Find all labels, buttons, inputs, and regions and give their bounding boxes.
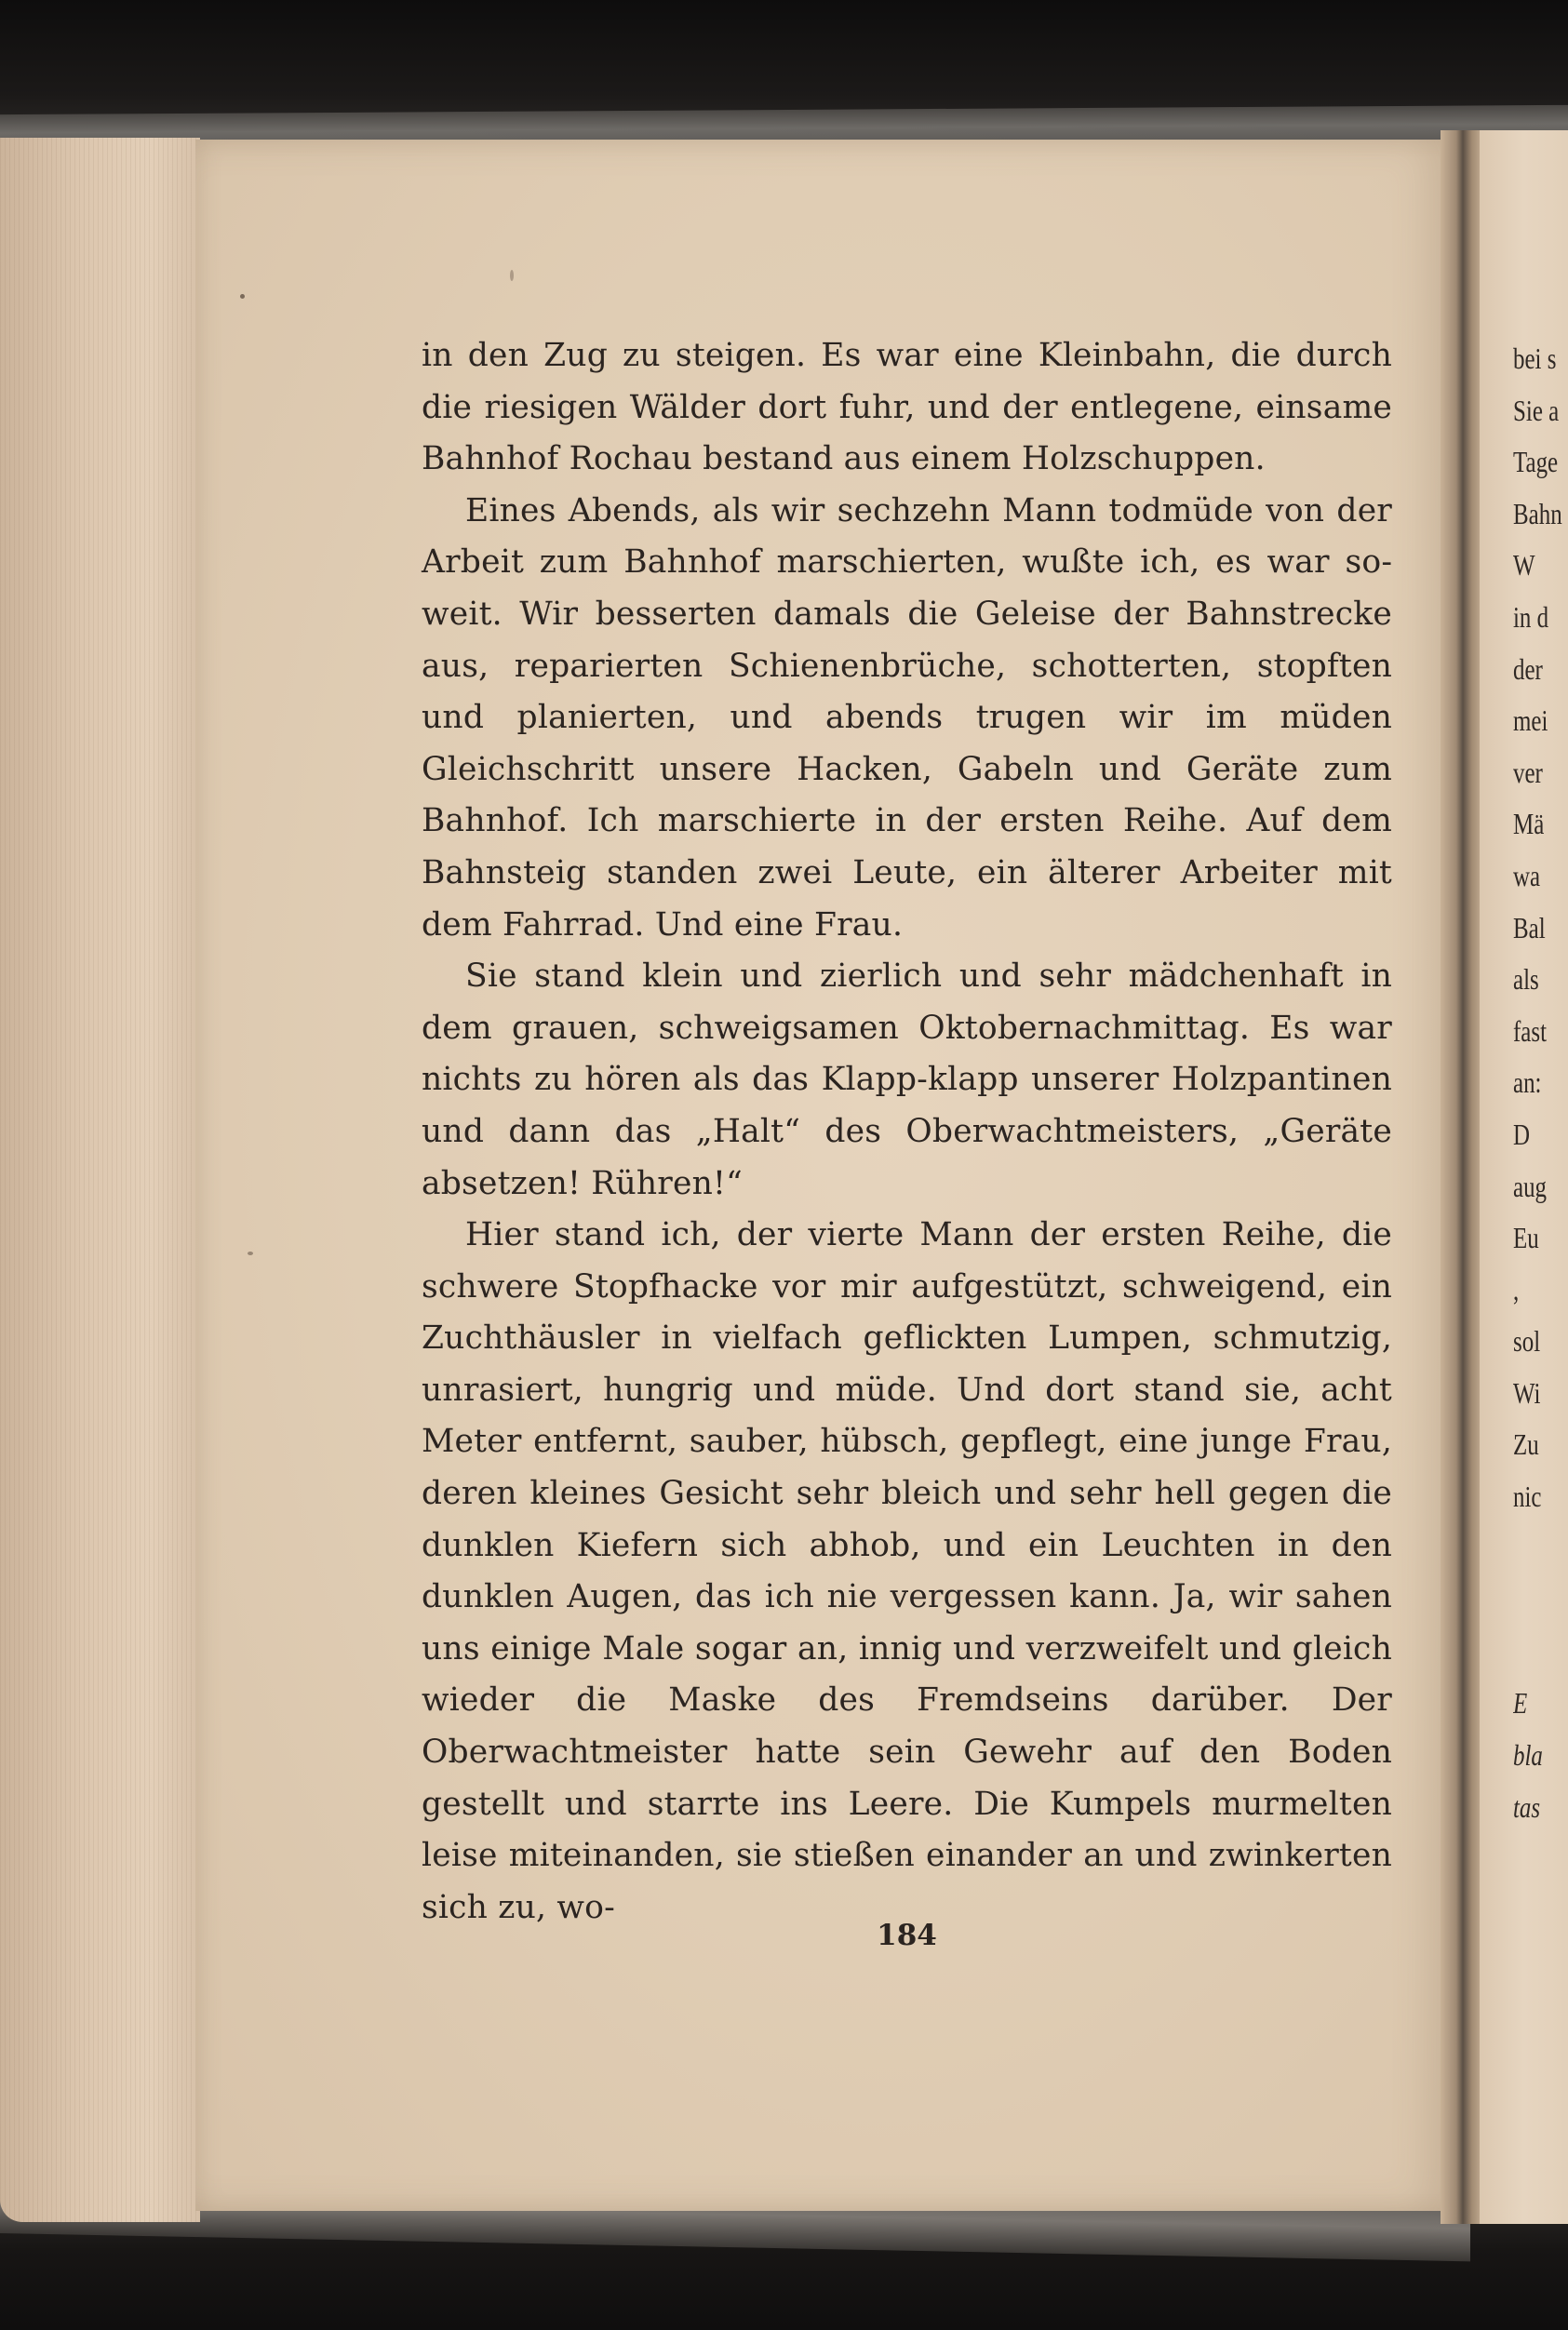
paper-speck <box>510 270 514 281</box>
facing-gap <box>1513 1627 1568 1679</box>
paragraph: Hier stand ich, der vierte Mann der ersten Reihe, die schwere Stopfhacke vor mir aufgestützt, schweigend, ein Zuchthäusler in vielfach geflickten Lumpen, schmutzig, unrasiert, hungrig und müde. Und dort stand sie, acht Meter entfernt, sauber, hübsch, gepflegt, eine junge Frau, deren kleines Gesicht sehr bleich und sehr hell gegen die dunklen Kiefern sich abhob, und ein Leuchten in den dunklen Augen, das ich nie vergessen kann. Ja, wir sahen uns einige Male sogar an, innig und verzweifelt und gleich wieder die Maske des Fremdseins darüber. Der Oberwachtmeister hatte sein Gewehr auf den Boden gestellt und starrte ins Leere. Die Kumpels murmelten leise miteinanden, sie stießen einander an und zwinkerten sich zu, wo- <box>422 1216 1392 1926</box>
facing-gap <box>1513 1523 1568 1575</box>
facing-line: Tage <box>1513 445 1559 479</box>
paper-speck <box>240 294 245 299</box>
facing-line: W <box>1513 548 1535 582</box>
facing-line: ver <box>1513 755 1543 789</box>
facing-line: bei s <box>1513 341 1557 375</box>
facing-line: tas <box>1513 1789 1541 1824</box>
facing-line: an: <box>1513 1065 1542 1100</box>
facing-line: Zu <box>1513 1427 1539 1462</box>
facing-line: Wi <box>1513 1375 1541 1410</box>
facing-line: Sie a <box>1513 393 1560 427</box>
facing-line: D <box>1513 1117 1531 1151</box>
facing-line: Mä <box>1513 807 1545 841</box>
paragraph: Sie stand klein und zierlich und sehr mädchenhaft in dem grauen, schweigsamen Oktobernachmittag. Es war nichts zu hören als das Klapp-klapp unserer Holzpantinen und dann das „Halt“ des Oberwachtmeisters, „Geräte absetzen! Rühren!“ <box>422 957 1392 1202</box>
facing-line: , <box>1513 1272 1520 1306</box>
paper-speck <box>248 1252 253 1255</box>
page-number: 184 <box>877 1919 937 1952</box>
facing-gap <box>1513 1574 1568 1627</box>
facing-line: bla <box>1513 1738 1543 1773</box>
facing-line: fast <box>1513 1013 1548 1048</box>
page-number-area <box>422 0 1392 2330</box>
facing-line: mei <box>1513 703 1548 738</box>
facing-line: aug <box>1513 1169 1548 1203</box>
facing-line: E <box>1513 1686 1528 1721</box>
facing-line: Bal <box>1513 910 1546 944</box>
facing-line: nic <box>1513 1480 1542 1514</box>
paragraph: Eines Abends, als wir sechzehn Mann todmüde von der Arbeit zum Bahnhof marschierten, wußte ich, es war soweit. Wir besserten damals die Geleise der Bahnstrecke aus, reparierten Schienenbrüche, schotterten, stopften und planierten, und abends trugen wir im müden Gleichschritt unsere Hacken, Gabeln und Geräte zum Bahnhof. Ich marschierte in der ersten Reihe. Auf dem Bahnsteig standen zwei Leute, ein älterer Arbeiter mit dem Fahrrad. Und eine Frau. <box>422 491 1392 944</box>
facing-line: sol <box>1513 1324 1541 1359</box>
facing-line: Eu <box>1513 1221 1539 1255</box>
book-gutter <box>1441 130 1485 2224</box>
page-stack-edge <box>0 138 200 2222</box>
facing-line: wa <box>1513 858 1541 892</box>
facing-line: Bahn <box>1513 496 1562 530</box>
paragraph: in den Zug zu steigen. Es war eine Kleinbahn, die durch die riesigen Wälder dort fuhr, und der entlegene, einsame Bahnhof Rochau bestand aus einem Holzschuppen. <box>422 337 1392 478</box>
facing-line: der <box>1513 651 1543 686</box>
facing-line: in d <box>1513 599 1549 634</box>
facing-page-text <box>1513 333 1568 1833</box>
facing-line: als <box>1513 962 1539 997</box>
